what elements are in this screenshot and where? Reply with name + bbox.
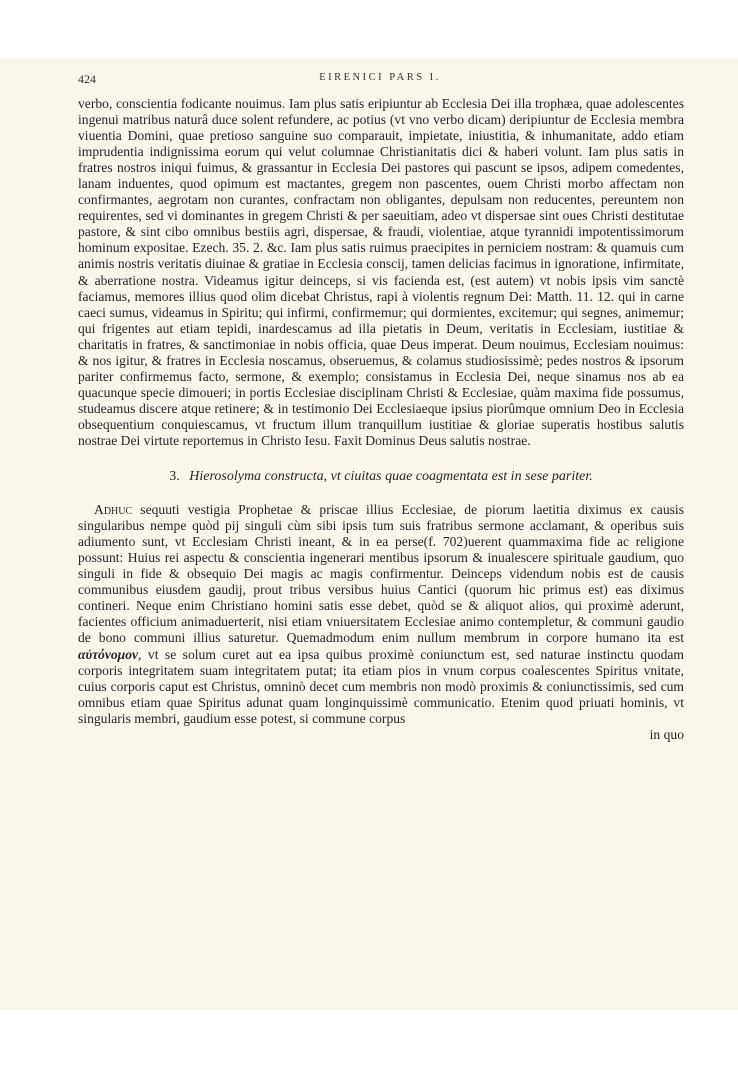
paragraph-2-text-a: sequuti vestigia Prophetae & priscae illius Ecclesiae, de piorum laetitia diximus ex causis singularibus nempe quòd pij singuli cùm sibi ipsis tum suis fratribus sermone acclamant, & operibus suis adiumento sunt, vt Ecclesiam Christi ineant, & in ea perse(f. 702)uerent quammaxima fide ac religione possunt: Huius rei aspectu & conscientia ingenerari mentibus ipsorum & inualescere spirituale gaudium, quo singuli in fide & obsequio Dei magis ac magis confirmentur. Deinceps videndum nobis est de causis communibus eiusdem gaudij, prout tribus versibus huius Cantici (quorum hic primus est) eas diximus contineri. Neque enim Christiano homini satis esse debet, quòd se & aliquot alios, qui proximè aderunt, facientes officium animaduerterit, nisi etiam vniuersitatem Ecclesiae animo contempletur, & communi gaudio de bono communi illius saturetur. Quemadmodum enim nullum membrum in corpore humano ita est [78,502,684,646]
paragraph-2-text-b: , vt se solum curet aut ea ipsa quibus proximè coniunctum est, sed naturae instinctu quodam corporis integritatem suam integritatem putat; ita etiam pios in vnum corpus coalescentes Spiritus vnitate, cuius corporis caput est Christus, omninò decet cum membris non modò proximis & coniunctissimis, sed cum omnibus etiam quae Spiritus adunat quam longinquissimè communicatio. Etenim quod priuati hominis, vt singularis membri, gaudium esse potest, si commune corpus [78,646,684,726]
paragraph-1: verbo, conscientia fodicante nouimus. Iam plus satis eripiuntur ab Ecclesia Dei illa trophæa, quae adolescentes ingenui matribus naturâ duce solent refundere, ac potius (vt vno verbo dicam) deripiuntur de Ecclesia membra viuentia Domini, quae pretioso sanguine suo comparauit, impietate, iniustitia, & inhumanitate, addo etiam imprudentia indignissima eorum qui velut columnae Christianitatis dici & haberi volunt. Iam plus satis in fratres nostros iniqui fuimus, & grassantur in Ecclesia Dei pastores qui pascunt se ipsos, adipem comedentes, lanam induentes, quod opimum est mactantes, gregem non pascentes, ouem Christi morbo affectam non confirmantes, aegrotam non curantes, confractam non obligantes, depulsam non reducentes, pereuntem non requirentes, sed vi dominantes in gregem Christi & per saeuitiam, adeo vt dispersae sint oues Christi destitutae pastore, & sint cibo omnibus bestiis agri, dispersae, & fraudi, violentiae, atque tyrannidi impotentissimorum hominum expositae. Ezech. 35. 2. &c. Iam plus satis ruimus praecipites in perniciem nostram: & quamuis cum animis nostris veritatis diuinae & gratiae in Ecclesia conscij, tamen delicias facimus in ignoratione, infirmitate, & aberratione nostra. Videamus igitur deinceps, si vis facienda est, (est autem) vt nobis ipsis vim sanctè faciamus, memores illius quod olim dicebat Christus, rapi à violentis regnum Dei: Matth. 11. 12. qui in carne caeci sumus, videamus in Spiritu; qui infirmi, confirmemur; qui dormientes, excitemur; qui segnes, animemur; qui frigentes aut etiam tepidi, inardescamus ad illa pietatis in Deum, veritatis in Ecclesiam, iustitiae & charitatis in fratres, & sanctimoniae in nobis officia, quae Deus imperat. Deum nouimus, Ecclesiam nouimus: & nos igitur, & fratres in Ecclesia noscamus, obseruemus, & colamus studiosissimè; pedes nostros & ipsorum pariter confirmemus facto, sermone, & exemplo; consistamus in Ecclesia Dei, neque sinamus nos ab ea quacunque specie dimoueri; in portis Ecclesiae disciplinam Christi & Ecclesiae, quàm maxima fide possumus, studeamus discere atque retinere; & in testimonio Dei Ecclesiaeque ipsius piorûmque omnium Deo in Ecclesia obsequentium conquiescamus, vt fructum illum tranquillum iustitiae & gloriae superatis hostibus salutis nostrae Dei virtute reportemus in Christo Iesu. Faxit Dominus Deus salutis nostrae. [78,96,684,448]
running-head: EIRENICI PARS I. [319,72,441,83]
paragraph-2 [78,502,684,743]
page-number: 424 [78,72,96,86]
section-number: 3. [169,469,180,485]
book-page [0,58,738,1010]
initial-word: Adhuc [94,502,133,518]
page-header [78,72,682,90]
page-body [78,96,684,743]
section-heading [78,469,684,485]
greek-word: αὐτόνομον [78,646,139,662]
section-title: Hierosolyma constructa, vt ciuitas quae coagmentata est in sese pariter. [189,469,593,485]
catchword: in quo [649,726,684,742]
